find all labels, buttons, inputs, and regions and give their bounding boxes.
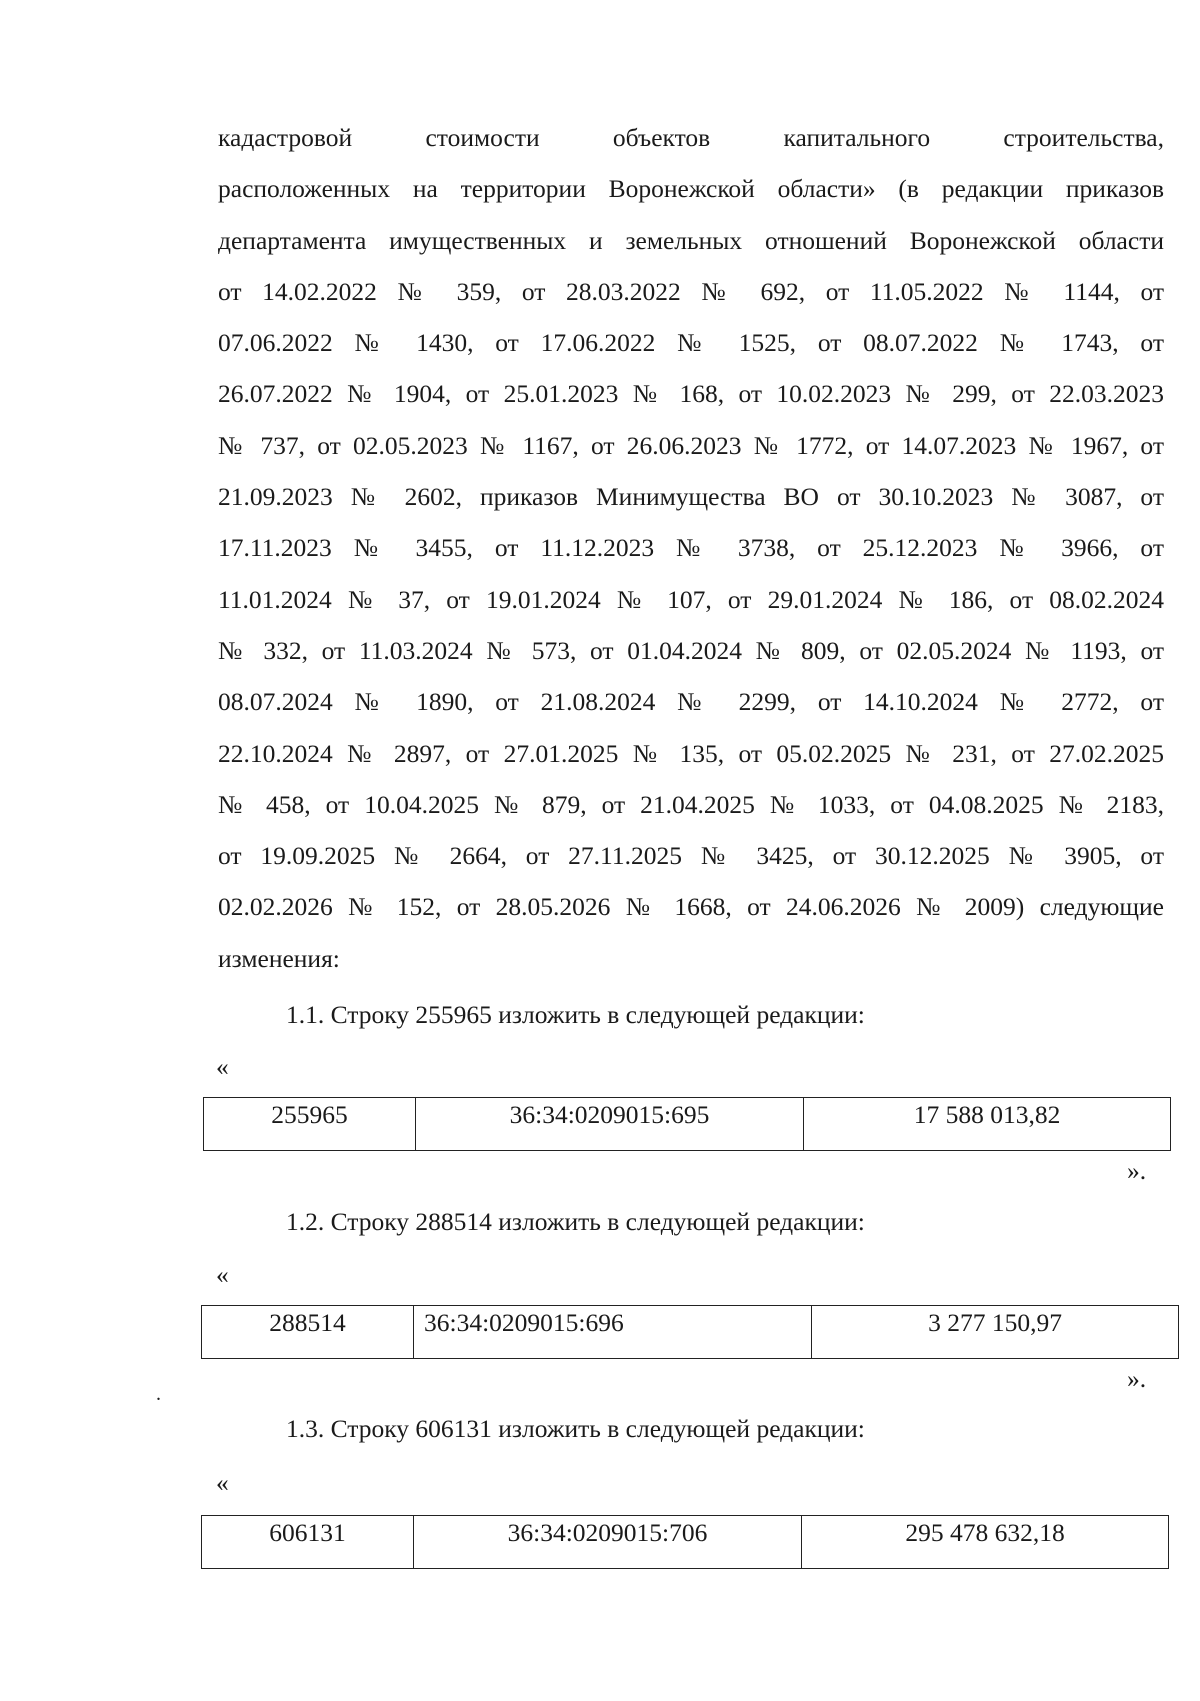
paragraph-line: 22.10.2024 № 2897, от 27.01.2025 № 135, от 05.02.2025 № 231, от 27.02.2025 [218, 738, 1164, 768]
paragraph-line: 26.07.2022 № 1904, от 25.01.2023 № 168, от 10.02.2023 № 299, от 22.03.2023 [218, 379, 1164, 409]
open-quote: « [216, 1260, 229, 1289]
amendment-paragraph [218, 112, 1164, 984]
cadastral-value-cell: 3 277 150,97 [812, 1306, 1179, 1359]
table-row [204, 1098, 1171, 1151]
paragraph-line: 17.11.2023 № 3455, от 11.12.2023 № 3738, от 25.12.2023 № 3966, от [218, 533, 1164, 563]
paragraph-line: кадастровой стоимости объектов капитального строительства, [218, 123, 1164, 152]
cadastral-number-cell: 36:34:0209015:706 [414, 1516, 802, 1569]
amendment-heading-3: 1.3. Строку 606131 изложить в следующей редакции: [286, 1414, 865, 1443]
paragraph-line: 21.09.2023 № 2602, приказов Минимущества ВО от 30.10.2023 № 3087, от [218, 482, 1164, 512]
cadastral-value-cell: 17 588 013,82 [804, 1098, 1171, 1151]
paragraph-line: № 332, от 11.03.2024 № 573, от 01.04.2024 № 809, от 02.05.2024 № 1193, от [218, 635, 1164, 665]
paragraph-line: № 458, от 10.04.2025 № 879, от 21.04.2025 № 1033, от 04.08.2025 № 2183, [218, 789, 1164, 819]
amendment-table-2 [201, 1305, 1179, 1359]
amendment-heading-1: 1.1. Строку 255965 изложить в следующей редакции: [286, 1000, 865, 1029]
close-quote: ». [1127, 1156, 1147, 1185]
paragraph-line: изменения: [218, 943, 340, 973]
paragraph-line: департамента имущественных и земельных отношений Воронежской области [218, 225, 1164, 255]
table-row [202, 1516, 1169, 1569]
close-quote: ». [1127, 1364, 1147, 1393]
paragraph-line: 02.02.2026 № 152, от 28.05.2026 № 1668, от 24.06.2026 № 2009) следующие [218, 892, 1164, 922]
stray-mark: . [156, 1383, 161, 1405]
row-number-cell: 255965 [204, 1098, 416, 1151]
row-number-cell: 288514 [202, 1306, 414, 1359]
paragraph-line: 11.01.2024 № 37, от 19.01.2024 № 107, от 29.01.2024 № 186, от 08.02.2024 [218, 584, 1164, 614]
open-quote: « [216, 1052, 229, 1081]
paragraph-line: 07.06.2022 № 1430, от 17.06.2022 № 1525, от 08.07.2022 № 1743, от [218, 328, 1164, 358]
cadastral-number-cell: 36:34:0209015:695 [416, 1098, 804, 1151]
amendment-table-1 [203, 1097, 1171, 1151]
paragraph-line: 08.07.2024 № 1890, от 21.08.2024 № 2299, от 14.10.2024 № 2772, от [218, 687, 1164, 717]
amendment-heading-2: 1.2. Строку 288514 изложить в следующей редакции: [286, 1207, 865, 1236]
paragraph-line: расположенных на территории Воронежской области» (в редакции приказов [218, 174, 1164, 204]
amendment-table-3 [201, 1515, 1169, 1569]
cadastral-value-cell: 295 478 632,18 [802, 1516, 1169, 1569]
paragraph-line: № 737, от 02.05.2023 № 1167, от 26.06.2023 № 1772, от 14.07.2023 № 1967, от [218, 430, 1164, 460]
paragraph-line: от 14.02.2022 № 359, от 28.03.2022 № 692, от 11.05.2022 № 1144, от [218, 276, 1164, 306]
open-quote: « [216, 1468, 229, 1497]
cadastral-number-cell: 36:34:0209015:696 [414, 1306, 812, 1359]
row-number-cell: 606131 [202, 1516, 414, 1569]
paragraph-line: от 19.09.2025 № 2664, от 27.11.2025 № 3425, от 30.12.2025 № 3905, от [218, 841, 1164, 871]
table-row [202, 1306, 1179, 1359]
